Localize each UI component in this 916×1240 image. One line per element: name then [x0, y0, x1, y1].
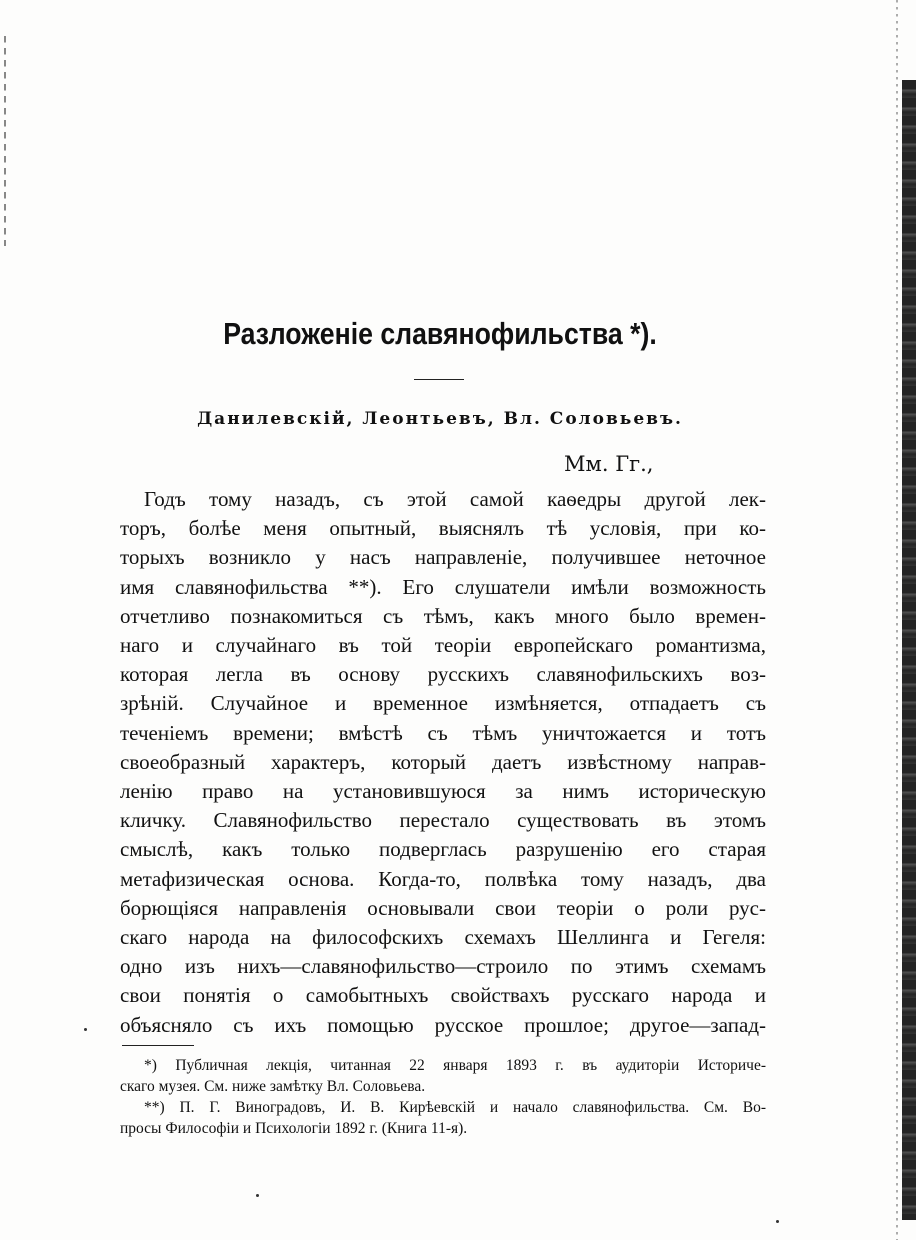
- body-line: свои понятія о самобытныхъ свойствахъ русскаго народа и: [120, 983, 766, 1008]
- body-line: торыхъ возникло у насъ направленіе, получившее неточное: [120, 545, 766, 570]
- footnote-line: *) Публичная лекція, читанная 22 января 1893 г. въ аудиторіи Историче-: [144, 1057, 766, 1074]
- body-line: зрѣній. Случайное и временное измѣняется, отпадаетъ съ: [120, 691, 766, 716]
- footnote-line: просы Философіи и Психологіи 1892 г. (Книга 11-я).: [120, 1120, 468, 1137]
- footnote-separator: [122, 1045, 194, 1046]
- body-line: скаго народа на философскихъ схемахъ Шеллинга и Гегеля:: [120, 925, 766, 950]
- body-line: Годъ тому назадъ, съ этой самой каѳедры другой лек-: [144, 487, 766, 511]
- salutation: Мм. Гг.,: [564, 452, 654, 476]
- footnote-line: **) П. Г. Виноградовъ, И. В. Кирѣевскій и начало славянофильства. См. Во-: [144, 1099, 766, 1116]
- body-line: имя славянофильства **). Его слушатели имѣли возможность: [120, 574, 766, 599]
- body-line: смыслѣ, какъ только подверглась разрушенію его старая: [120, 837, 766, 862]
- chapter-title: Разложеніе славянофильства *).: [223, 316, 657, 351]
- chapter-subtitle: Данилевскій, Леонтьевъ, Вл. Соловьевъ.: [197, 409, 683, 429]
- body-line: наго и случайнаго въ той теоріи европейскаго романтизма,: [120, 633, 766, 658]
- scan-edge-right-thin: [896, 0, 898, 1240]
- scan-edge-right: [902, 80, 916, 1220]
- scan-speck: [256, 1194, 259, 1197]
- footnotes: [120, 1055, 766, 1139]
- body-line: ленію право на установившуюся за нимъ историческую: [120, 779, 766, 804]
- body-line: теченіемъ времени; вмѣстѣ съ тѣмъ уничтожается и тотъ: [120, 720, 766, 745]
- body-line: метафизическая основа. Когда-то, полвѣка тому назадъ, два: [120, 866, 766, 891]
- body-line: торъ, болѣе меня опытный, выяснялъ тѣ условія, при ко-: [120, 516, 766, 541]
- scan-speck: [84, 1028, 87, 1031]
- title-separator: [414, 379, 464, 380]
- body-line: кличку. Славянофильство перестало существовать въ этомъ: [120, 808, 766, 833]
- body-line: своеобразный характеръ, который даетъ извѣстному направ-: [120, 749, 766, 774]
- body-text: [120, 485, 766, 1040]
- body-line: объясняло съ ихъ помощью русское прошлое; другое—запад-: [120, 1012, 766, 1037]
- scan-edge-left: [4, 36, 6, 246]
- footnote-line: скаго музея. См. ниже замѣтку Вл. Соловьева.: [120, 1078, 426, 1095]
- body-line: которая легла въ основу русскихъ славянофильскихъ воз-: [120, 662, 766, 687]
- body-line: одно изъ нихъ—славянофильство—строило по этимъ схемамъ: [120, 954, 766, 979]
- body-line: борющіяся направленія основывали свои теоріи о роли рус-: [120, 895, 766, 920]
- body-line: отчетливо познакомиться съ тѣмъ, какъ много было времен-: [120, 603, 766, 628]
- scan-speck: [776, 1220, 779, 1223]
